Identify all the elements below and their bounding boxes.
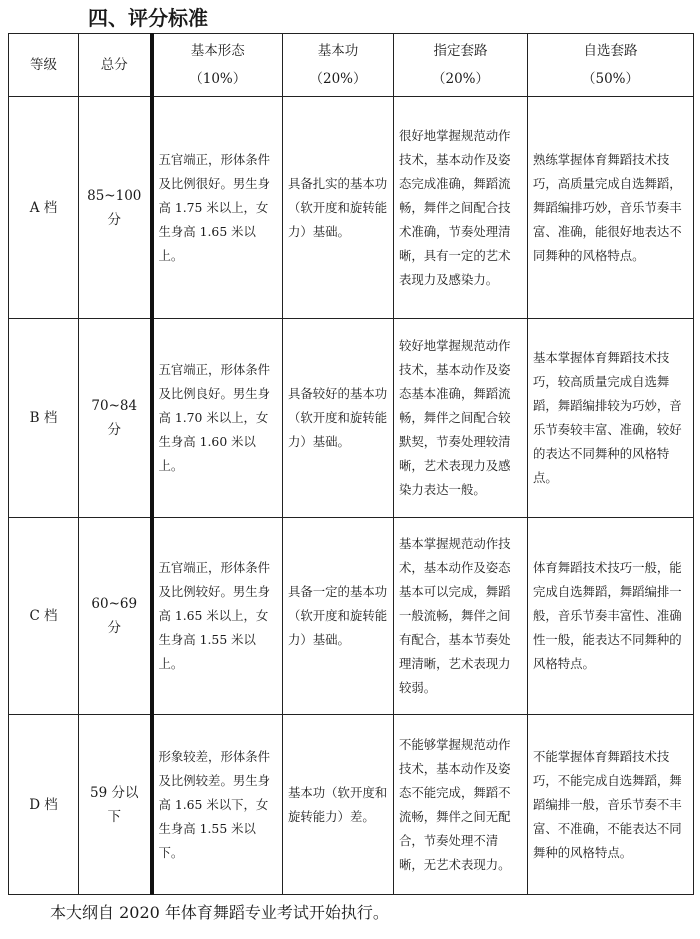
section-title: 四、评分标准 — [88, 6, 208, 30]
header-free-routine-weight: （50%） — [581, 71, 639, 87]
basic-skill-cell: 具备扎实的基本功（软开度和旋转能力）基础。 — [283, 97, 394, 319]
basic-skill-cell: 具备较好的基本功（软开度和旋转能力）基础。 — [283, 319, 394, 518]
grade-cell: C 档 — [9, 518, 79, 715]
body-form-cell: 五官端正，形体条件及比例良好。男生身高 1.70 米以上，女生身高 1.60 米以上。 — [152, 319, 283, 518]
body-form-cell: 五官端正，形体条件及比例很好。男生身高 1.75 米以上，女生身高 1.65 米以上。 — [152, 97, 283, 319]
header-set-routine — [394, 34, 528, 97]
table-header-row — [9, 34, 694, 97]
total-score-cell: 70~84 分 — [79, 319, 152, 518]
set-routine-cell: 基本掌握规范动作技术，基本动作及姿态基本可以完成，舞蹈一般流畅，舞伴之间有配合，基本节奏处理清晰，艺术表现力较弱。 — [394, 518, 528, 715]
header-grade: 等级 — [9, 34, 79, 97]
total-score-cell: 85~100 分 — [79, 97, 152, 319]
table-row-grade-b — [9, 319, 694, 518]
header-set-routine-weight: （20%） — [431, 71, 489, 87]
header-free-routine — [528, 34, 694, 97]
header-body-form — [152, 34, 283, 97]
table-row-grade-c — [9, 518, 694, 715]
free-routine-cell: 基本掌握体育舞蹈技术技巧，较高质量完成自选舞蹈，舞蹈编排较为巧妙，音乐节奏较丰富、准确，较好的表达不同舞种的风格特点。 — [528, 319, 694, 518]
grade-cell: D 档 — [9, 715, 79, 895]
table-row-grade-d — [9, 715, 694, 895]
header-basic-skill — [283, 34, 394, 97]
header-basic-skill-weight: （20%） — [309, 71, 367, 87]
total-score-cell: 60~69 分 — [79, 518, 152, 715]
header-basic-skill-label: 基本功 — [317, 43, 359, 59]
total-score-cell: 59 分以下 — [79, 715, 152, 895]
grade-cell: A 档 — [9, 97, 79, 319]
set-routine-cell: 较好地掌握规范动作技术，基本动作及姿态基本准确，舞蹈流畅，舞伴之间配合较默契，节奏处理较清晰，艺术表现力及感染力表达一般。 — [394, 319, 528, 518]
basic-skill-cell: 具备一定的基本功（软开度和旋转能力）基础。 — [283, 518, 394, 715]
free-routine-cell: 熟练掌握体育舞蹈技术技巧，高质量完成自选舞蹈，舞蹈编排巧妙，音乐节奏丰富、准确，能很好地表达不同舞种的风格特点。 — [528, 97, 694, 319]
free-routine-cell: 不能掌握体育舞蹈技术技巧，不能完成自选舞蹈，舞蹈编排一般，音乐节奏不丰富、不准确，不能表达不同舞种的风格特点。 — [528, 715, 694, 895]
body-form-cell: 五官端正，形体条件及比例较好。男生身高 1.65 米以上，女生身高 1.55 米以上。 — [152, 518, 283, 715]
footer-note: 本大纲自 2020 年体育舞蹈专业考试开始执行。 — [50, 903, 389, 922]
table-row-grade-a — [9, 97, 694, 319]
set-routine-cell: 很好地掌握规范动作技术，基本动作及姿态完成准确，舞蹈流畅，舞伴之间配合技术准确，节奏处理清晰，具有一定的艺术表现力及感染力。 — [394, 97, 528, 319]
grade-cell: B 档 — [9, 319, 79, 518]
basic-skill-cell: 基本功（软开度和旋转能力）差。 — [283, 715, 394, 895]
body-form-cell: 形象较差，形体条件及比例较差。男生身高 1.65 米以下，女生身高 1.55 米以下。 — [152, 715, 283, 895]
header-set-routine-label: 指定套路 — [433, 43, 488, 59]
set-routine-cell: 不能够掌握规范动作技术，基本动作及姿态不能完成，舞蹈不流畅，舞伴之间无配合，节奏处理不清晰，无艺术表现力。 — [394, 715, 528, 895]
free-routine-cell: 体育舞蹈技术技巧一般，能完成自选舞蹈，舞蹈编排一般，音乐节奏丰富性、准确性一般，能表达不同舞种的风格特点。 — [528, 518, 694, 715]
header-body-form-weight: （10%） — [189, 71, 247, 87]
header-free-routine-label: 自选套路 — [583, 43, 638, 59]
header-total: 总分 — [79, 34, 152, 97]
header-body-form-label: 基本形态 — [190, 43, 245, 59]
grading-table — [8, 33, 694, 895]
